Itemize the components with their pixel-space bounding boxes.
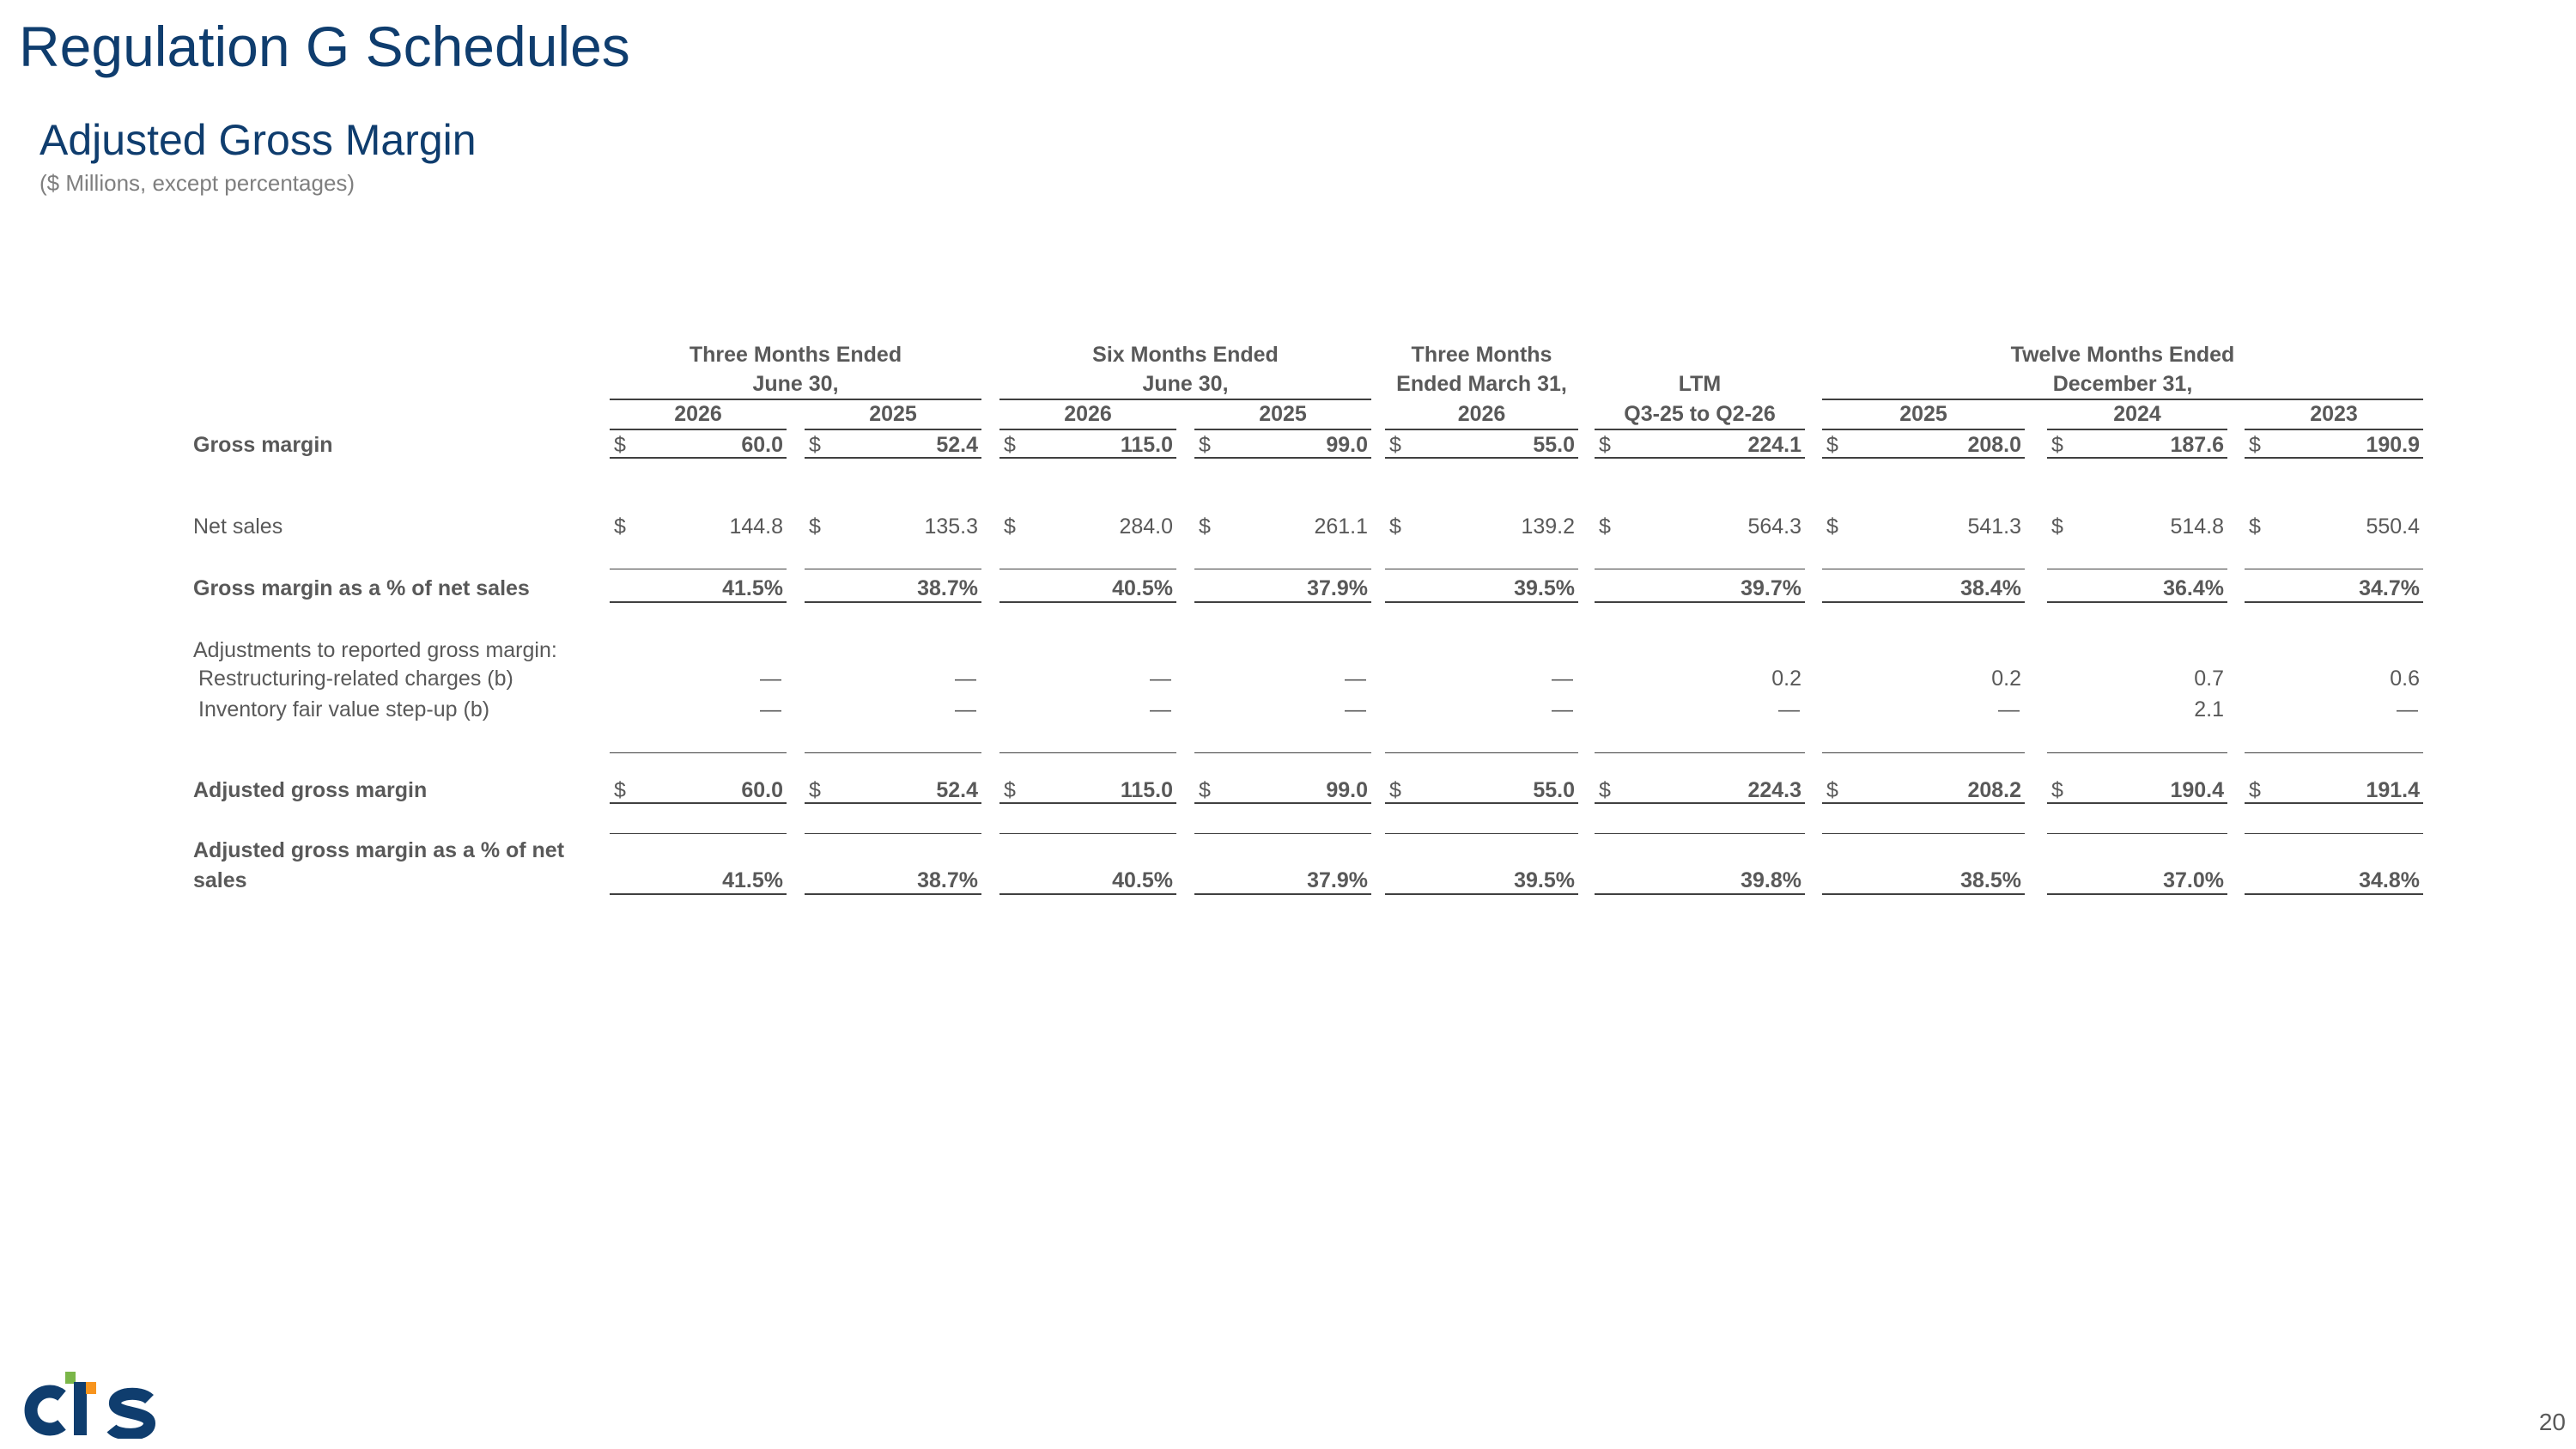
column-header: 2023 xyxy=(2310,402,2358,426)
row-rule xyxy=(2047,601,2227,603)
table-cell: 0.2 xyxy=(1991,667,2021,691)
table-cell: 55.0 xyxy=(1533,433,1575,457)
row-label: Adjusted gross margin xyxy=(193,778,428,802)
row-rule xyxy=(999,802,1176,804)
table-cell: — xyxy=(1778,697,1800,721)
table-cell: 34.7% xyxy=(2359,576,2420,600)
column-header: 2025 xyxy=(1899,402,1947,426)
row-label: sales xyxy=(193,868,247,892)
row-rule xyxy=(2245,833,2423,834)
table-cell: 208.0 xyxy=(1967,433,2021,457)
table-cell: 41.5% xyxy=(722,576,783,600)
column-header: 2026 xyxy=(1457,402,1506,426)
row-rule xyxy=(1385,601,1578,603)
table-cell: 115.0 xyxy=(1120,433,1173,457)
table-cell: 144.8 xyxy=(729,514,783,539)
table-cell: 564.3 xyxy=(1747,514,1801,539)
table-cell: — xyxy=(1345,667,1366,691)
currency-symbol: $ xyxy=(1199,433,1211,457)
row-rule xyxy=(805,833,981,834)
group-header-line1: Three Months xyxy=(1411,343,1552,367)
currency-symbol: $ xyxy=(1389,514,1401,539)
row-rule xyxy=(1595,752,1805,753)
column-header: 2025 xyxy=(1259,402,1307,426)
row-label: Net sales xyxy=(193,514,283,539)
row-rule xyxy=(1595,802,1805,804)
table-cell: 187.6 xyxy=(2170,433,2224,457)
table-cell: 550.4 xyxy=(2366,514,2420,539)
row-rule xyxy=(610,457,787,459)
row-rule xyxy=(1385,457,1578,459)
group-header-line2: LTM xyxy=(1678,372,1722,396)
currency-symbol: $ xyxy=(1389,433,1401,457)
page-number: 20 xyxy=(2538,1409,2566,1435)
row-rule xyxy=(2245,752,2423,753)
table-cell: 37.0% xyxy=(2163,868,2224,892)
page-title: Regulation G Schedules xyxy=(19,15,630,78)
table-cell: 38.7% xyxy=(917,868,978,892)
table-cell: 52.4 xyxy=(936,778,978,802)
currency-symbol: $ xyxy=(809,433,821,457)
group-header-line1: Twelve Months Ended xyxy=(2010,343,2235,367)
row-rule xyxy=(1385,752,1578,753)
table-cell: — xyxy=(2397,697,2418,721)
table-cell: 99.0 xyxy=(1326,433,1368,457)
row-rule xyxy=(610,802,787,804)
table-cell: 139.2 xyxy=(1521,514,1575,539)
table-cell: 99.0 xyxy=(1326,778,1368,802)
table-cell: 135.3 xyxy=(924,514,978,539)
row-rule xyxy=(999,833,1176,834)
currency-symbol: $ xyxy=(1004,433,1016,457)
table-cell: 115.0 xyxy=(1120,778,1173,802)
table-cell: 52.4 xyxy=(936,433,978,457)
table-cell: 60.0 xyxy=(741,433,783,457)
column-header-rule xyxy=(999,429,1176,430)
table-cell: 34.8% xyxy=(2359,868,2420,892)
table-cell: — xyxy=(955,667,976,691)
table-cell: — xyxy=(760,667,781,691)
row-rule xyxy=(1822,457,2025,459)
row-label: Adjusted gross margin as a % of net xyxy=(193,838,565,862)
row-rule xyxy=(2047,802,2227,804)
group-header-rule xyxy=(610,399,981,400)
table-cell: — xyxy=(1552,667,1573,691)
currency-symbol: $ xyxy=(1599,778,1611,802)
row-rule xyxy=(1822,802,2025,804)
column-header: 2026 xyxy=(674,402,722,426)
currency-symbol: $ xyxy=(2249,778,2261,802)
table-cell: 40.5% xyxy=(1112,576,1173,600)
currency-symbol: $ xyxy=(1599,433,1611,457)
column-header-rule xyxy=(1194,429,1371,430)
table-cell: — xyxy=(1150,697,1171,721)
table-cell: 38.4% xyxy=(1960,576,2021,600)
cts-logo xyxy=(12,1361,158,1439)
table-cell: 514.8 xyxy=(2170,514,2224,539)
table-cell: 190.4 xyxy=(2170,778,2224,802)
column-header-rule xyxy=(2245,429,2423,430)
row-rule xyxy=(999,893,1176,895)
table-cell: 0.7 xyxy=(2194,667,2224,691)
row-rule xyxy=(1385,893,1578,895)
table-cell: — xyxy=(955,697,976,721)
currency-symbol: $ xyxy=(1199,514,1211,539)
row-rule xyxy=(805,601,981,603)
group-header-line2: June 30, xyxy=(752,372,839,396)
column-header-rule xyxy=(1822,429,2025,430)
column-header-rule xyxy=(610,429,787,430)
table-cell: 541.3 xyxy=(1967,514,2021,539)
row-rule xyxy=(1595,893,1805,895)
table-cell: — xyxy=(1552,697,1573,721)
group-header-rule xyxy=(1822,399,2423,400)
currency-symbol: $ xyxy=(1004,778,1016,802)
row-label: Gross margin as a % of net sales xyxy=(193,576,530,600)
row-rule xyxy=(610,833,787,834)
column-header: 2025 xyxy=(869,402,917,426)
table-cell: 0.6 xyxy=(2390,667,2420,691)
row-rule xyxy=(2245,601,2423,603)
table-cell: 60.0 xyxy=(741,778,783,802)
currency-symbol: $ xyxy=(1004,514,1016,539)
column-header: Q3-25 to Q2-26 xyxy=(1624,402,1776,426)
table-cell: 191.4 xyxy=(2366,778,2420,802)
table-cell: — xyxy=(1345,697,1366,721)
table-cell: 38.5% xyxy=(1960,868,2021,892)
row-label: Adjustments to reported gross margin: xyxy=(193,638,557,662)
row-rule xyxy=(805,893,981,895)
table-cell: 39.8% xyxy=(1741,868,1801,892)
column-header: 2026 xyxy=(1064,402,1112,426)
table-cell: — xyxy=(1150,667,1171,691)
currency-symbol: $ xyxy=(809,514,821,539)
column-header-rule xyxy=(805,429,981,430)
group-header-rule xyxy=(999,399,1371,400)
currency-symbol: $ xyxy=(2051,778,2063,802)
group-header-line1: Three Months Ended xyxy=(689,343,902,367)
group-header-line2: June 30, xyxy=(1142,372,1229,396)
currency-symbol: $ xyxy=(2249,514,2261,539)
row-rule xyxy=(1194,752,1371,753)
column-header: 2024 xyxy=(2113,402,2161,426)
row-rule xyxy=(1194,601,1371,603)
row-rule xyxy=(1194,802,1371,804)
currency-symbol: $ xyxy=(2249,433,2261,457)
table-cell: 0.2 xyxy=(1771,667,1801,691)
currency-symbol: $ xyxy=(614,778,626,802)
row-rule xyxy=(1194,457,1371,459)
column-header-rule xyxy=(1385,429,1578,430)
row-rule xyxy=(2245,802,2423,804)
group-header-line2: December 31, xyxy=(2052,372,2193,396)
currency-symbol: $ xyxy=(1389,778,1401,802)
section-subtitle: Adjusted Gross Margin xyxy=(39,116,477,164)
row-rule xyxy=(2245,457,2423,459)
group-header-line2: Ended March 31, xyxy=(1396,372,1567,396)
row-rule xyxy=(805,752,981,753)
row-rule xyxy=(1385,833,1578,834)
table-cell: 55.0 xyxy=(1533,778,1575,802)
table-cell: 40.5% xyxy=(1112,868,1173,892)
currency-symbol: $ xyxy=(2051,514,2063,539)
column-header-rule xyxy=(2047,429,2227,430)
currency-symbol: $ xyxy=(1826,778,1838,802)
group-header-line1: Six Months Ended xyxy=(1092,343,1279,367)
table-cell: 208.2 xyxy=(1967,778,2021,802)
table-cell: 261.1 xyxy=(1314,514,1368,539)
table-cell: 37.9% xyxy=(1307,868,1368,892)
row-rule xyxy=(2245,893,2423,895)
table-cell: — xyxy=(760,697,781,721)
row-rule xyxy=(1194,893,1371,895)
table-cell: 36.4% xyxy=(2163,576,2224,600)
units-note: ($ Millions, except percentages) xyxy=(39,170,355,196)
row-label: Gross margin xyxy=(193,433,333,457)
currency-symbol: $ xyxy=(614,514,626,539)
row-rule xyxy=(1822,752,2025,753)
currency-symbol: $ xyxy=(1826,514,1838,539)
row-rule xyxy=(805,802,981,804)
row-rule xyxy=(999,752,1176,753)
row-rule xyxy=(2047,457,2227,459)
column-header-rule xyxy=(1595,429,1805,430)
row-rule xyxy=(610,601,787,603)
table-cell: 41.5% xyxy=(722,868,783,892)
table-cell: 190.9 xyxy=(2366,433,2420,457)
row-rule xyxy=(1822,833,2025,834)
currency-symbol: $ xyxy=(2051,433,2063,457)
table-cell: 2.1 xyxy=(2194,697,2224,721)
row-label: Inventory fair value step-up (b) xyxy=(198,697,490,721)
row-rule xyxy=(1194,833,1371,834)
row-rule xyxy=(1385,802,1578,804)
row-rule xyxy=(1595,457,1805,459)
row-rule xyxy=(999,457,1176,459)
currency-symbol: $ xyxy=(1199,778,1211,802)
table-cell: 39.7% xyxy=(1741,576,1801,600)
currency-symbol: $ xyxy=(1599,514,1611,539)
currency-symbol: $ xyxy=(1826,433,1838,457)
row-rule xyxy=(999,601,1176,603)
currency-symbol: $ xyxy=(614,433,626,457)
table-cell: — xyxy=(1998,697,2020,721)
table-cell: 284.0 xyxy=(1119,514,1173,539)
row-rule xyxy=(1822,893,2025,895)
table-cell: 39.5% xyxy=(1514,868,1575,892)
table-cell: 224.1 xyxy=(1747,433,1801,457)
row-rule xyxy=(2047,893,2227,895)
table-cell: 39.5% xyxy=(1514,576,1575,600)
currency-symbol: $ xyxy=(809,778,821,802)
table-cell: 38.7% xyxy=(917,576,978,600)
row-rule xyxy=(1822,601,2025,603)
row-rule xyxy=(2047,833,2227,834)
table-cell: 37.9% xyxy=(1307,576,1368,600)
row-rule xyxy=(1595,833,1805,834)
row-rule xyxy=(2047,752,2227,753)
row-rule xyxy=(1595,601,1805,603)
row-rule xyxy=(805,457,981,459)
table-cell: 224.3 xyxy=(1747,778,1801,802)
row-label: Restructuring-related charges (b) xyxy=(198,667,513,691)
row-rule xyxy=(610,893,787,895)
row-rule xyxy=(610,752,787,753)
